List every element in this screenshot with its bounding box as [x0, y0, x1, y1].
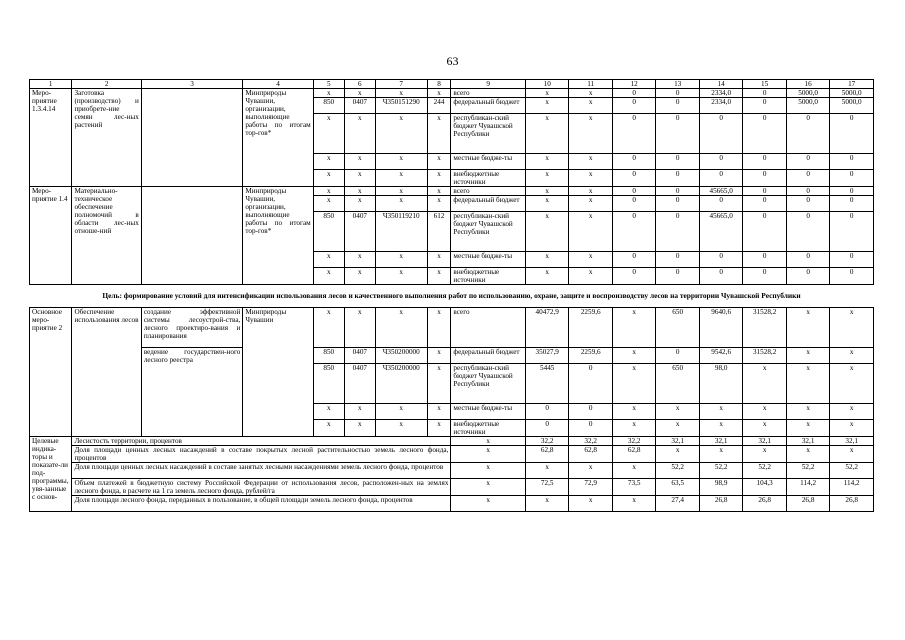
- table-cell: 0: [699, 154, 742, 170]
- table-cell: 0: [656, 212, 699, 252]
- column-number: 16: [786, 80, 829, 89]
- table-cell: x: [569, 212, 612, 252]
- table-cell: x: [786, 364, 829, 404]
- indicator-value: x: [786, 446, 829, 463]
- table-cell: x: [743, 404, 786, 420]
- indicator-value: 52,2: [743, 463, 786, 479]
- indicator-value: 114,2: [830, 479, 874, 496]
- table-cell: 650: [656, 364, 699, 404]
- indicator-value: 26,8: [699, 496, 742, 512]
- table-cell: x: [569, 268, 612, 285]
- table-cell: x: [569, 252, 612, 268]
- table-cell: x: [427, 89, 451, 98]
- indicator-value: 62,8: [525, 446, 568, 463]
- table-cell: x: [656, 420, 699, 437]
- table-cell: 0: [743, 170, 786, 187]
- funding-source: внебюджетные источники: [451, 170, 526, 187]
- table-cell: x: [786, 404, 829, 420]
- indicator-value: 72,9: [569, 479, 612, 496]
- table-cell: 0: [830, 114, 874, 154]
- table-cell: x: [427, 420, 451, 437]
- table-cell: 0: [699, 268, 742, 285]
- table-cell: x: [427, 308, 451, 348]
- table-cell: 850: [313, 212, 344, 252]
- funding-source: всего: [451, 187, 526, 196]
- indicator-value: x: [830, 446, 874, 463]
- indicator-row: [30, 437, 874, 446]
- table-cell: x: [344, 196, 375, 212]
- table-cell: 5000,0: [786, 98, 829, 114]
- indicator-value: x: [699, 446, 742, 463]
- indicator-row: [30, 446, 874, 463]
- table-cell: 244: [427, 98, 451, 114]
- table-cell: x: [612, 348, 655, 364]
- table-cell: 0: [656, 98, 699, 114]
- table-cell: x: [427, 187, 451, 196]
- table-cell: x: [830, 420, 874, 437]
- column-number: 10: [525, 80, 568, 89]
- table-cell: x: [313, 252, 344, 268]
- table-cell: 0407: [344, 348, 375, 364]
- table-cell: x: [313, 308, 344, 348]
- table-cell: x: [569, 114, 612, 154]
- indicator-value: 52,2: [699, 463, 742, 479]
- event-name: Заготовка (производство) и приобрете-ние семян лес-ных растений: [72, 89, 141, 187]
- table-cell: x: [525, 268, 568, 285]
- table-cell: x: [344, 154, 375, 170]
- empty-cell: [141, 187, 242, 285]
- indicator-name: Доля площади ценных лесных насаждений в составе покрытых лесной растительностью земель лесного фонда, процентов: [72, 446, 451, 463]
- main-event-executor: Минприроды Чувашии: [243, 308, 313, 437]
- table-cell: 0: [656, 114, 699, 154]
- indicator-value: 32,1: [656, 437, 699, 446]
- table-cell: 0: [612, 212, 655, 252]
- table-cell: 2259,6: [569, 308, 612, 348]
- column-number: 8: [427, 80, 451, 89]
- table-cell: x: [313, 187, 344, 196]
- table-cell: x: [375, 114, 427, 154]
- table-cell: x: [569, 196, 612, 212]
- indicator-value: x: [612, 463, 655, 479]
- table-cell: x: [569, 89, 612, 98]
- table-row: [30, 187, 874, 196]
- column-number: 9: [451, 80, 526, 89]
- table-cell: 0: [743, 196, 786, 212]
- table-cell: x: [525, 89, 568, 98]
- table-cell: 35027,9: [525, 348, 568, 364]
- indicator-value: x: [451, 479, 526, 496]
- table-cell: 0: [612, 154, 655, 170]
- table-cell: x: [612, 364, 655, 404]
- table-cell: x: [344, 420, 375, 437]
- table-cell: 9640,6: [699, 308, 742, 348]
- table-cell: 850: [313, 348, 344, 364]
- table-cell: 0: [569, 364, 612, 404]
- table-cell: 5000,0: [786, 89, 829, 98]
- goal-row: [30, 285, 874, 308]
- indicator-value: x: [451, 496, 526, 512]
- indicator-value: 32,2: [612, 437, 655, 446]
- table-cell: 0: [743, 187, 786, 196]
- table-cell: 0: [612, 170, 655, 187]
- table-cell: 0: [743, 212, 786, 252]
- table-cell: 0: [656, 89, 699, 98]
- table-cell: 31528,2: [743, 308, 786, 348]
- funding-source: местные бюдже-ты: [451, 252, 526, 268]
- column-number: 15: [743, 80, 786, 89]
- column-number: 6: [344, 80, 375, 89]
- table-row: [30, 89, 874, 98]
- table-cell: 0: [656, 170, 699, 187]
- table-cell: x: [344, 268, 375, 285]
- indicator-row: [30, 463, 874, 479]
- table-cell: x: [427, 252, 451, 268]
- table-cell: x: [525, 170, 568, 187]
- column-number: 4: [243, 80, 313, 89]
- table-cell: 0: [743, 154, 786, 170]
- indicator-value: 72,5: [525, 479, 568, 496]
- table-cell: 0: [656, 196, 699, 212]
- table-cell: 0: [656, 252, 699, 268]
- table-cell: x: [786, 348, 829, 364]
- table-cell: 0: [525, 404, 568, 420]
- table-cell: 850: [313, 98, 344, 114]
- indicator-value: 32,1: [786, 437, 829, 446]
- table-cell: 0: [743, 89, 786, 98]
- table-cell: 0: [699, 252, 742, 268]
- table-cell: x: [830, 364, 874, 404]
- table-cell: x: [313, 89, 344, 98]
- indicator-value: x: [743, 446, 786, 463]
- table-cell: 0: [525, 420, 568, 437]
- funding-source: внебюджетные источники: [451, 268, 526, 285]
- indicator-value: 27,4: [656, 496, 699, 512]
- event-code: Меро-приятие 1.3.4.14: [30, 89, 72, 187]
- table-cell: x: [830, 308, 874, 348]
- table-cell: 0407: [344, 364, 375, 404]
- table-cell: x: [313, 114, 344, 154]
- funding-source: республикан-ский бюджет Чувашской Республики: [451, 364, 526, 404]
- table-cell: 0: [743, 114, 786, 154]
- table-cell: Ч350151290: [375, 98, 427, 114]
- table-cell: x: [344, 89, 375, 98]
- indicator-value: x: [525, 496, 568, 512]
- table-cell: 0: [786, 196, 829, 212]
- table-cell: 0: [743, 252, 786, 268]
- indicator-row: [30, 496, 874, 512]
- table-cell: 0407: [344, 212, 375, 252]
- table-cell: x: [569, 154, 612, 170]
- table-cell: x: [525, 252, 568, 268]
- funding-source: местные бюдже-ты: [451, 154, 526, 170]
- column-number: 5: [313, 80, 344, 89]
- table-cell: x: [427, 170, 451, 187]
- table-cell: 5000,0: [830, 98, 874, 114]
- table-cell: 0: [656, 154, 699, 170]
- table-cell: 0: [612, 187, 655, 196]
- table-cell: x: [375, 154, 427, 170]
- empty-cell: [141, 89, 242, 187]
- indicator-value: 52,2: [656, 463, 699, 479]
- table-cell: x: [743, 364, 786, 404]
- table-cell: 0: [699, 196, 742, 212]
- table-cell: x: [375, 252, 427, 268]
- indicator-value: 52,2: [830, 463, 874, 479]
- indicator-value: x: [612, 496, 655, 512]
- indicator-value: x: [569, 463, 612, 479]
- page-number: 63: [446, 54, 459, 68]
- column-number: 13: [656, 80, 699, 89]
- table-cell: x: [830, 348, 874, 364]
- table-cell: 0: [656, 268, 699, 285]
- main-event-subtask: создание эффективной системы лесоустрой-ства, лесного проектиро-вания и планирования: [141, 308, 242, 348]
- indicator-value: 26,8: [786, 496, 829, 512]
- table-cell: 0: [786, 187, 829, 196]
- column-number: 3: [141, 80, 242, 89]
- table-cell: x: [313, 268, 344, 285]
- table-cell: 40472,9: [525, 308, 568, 348]
- main-event-subtask: ведение государствен-ного лесного реестра: [141, 348, 242, 437]
- event-name: Материально-техническое обеспечение полномочий в области лес-ных отноше-ний: [72, 187, 141, 285]
- table-cell: x: [699, 404, 742, 420]
- table-cell: 0: [612, 196, 655, 212]
- table-cell: 0: [830, 252, 874, 268]
- table-cell: x: [344, 404, 375, 420]
- table-cell: 0: [786, 114, 829, 154]
- table-cell: 5445: [525, 364, 568, 404]
- table-cell: 0: [569, 420, 612, 437]
- funding-source: федеральный бюджет: [451, 196, 526, 212]
- table-cell: 0: [830, 154, 874, 170]
- table-cell: x: [786, 420, 829, 437]
- indicator-value: 63,5: [656, 479, 699, 496]
- table-cell: x: [375, 308, 427, 348]
- indicator-value: 98,9: [699, 479, 742, 496]
- table-cell: 0: [743, 98, 786, 114]
- indicator-value: x: [451, 463, 526, 479]
- table-cell: x: [525, 212, 568, 252]
- table-body: [30, 80, 874, 512]
- indicator-value: 26,8: [830, 496, 874, 512]
- table-cell: x: [344, 114, 375, 154]
- table-cell: x: [830, 404, 874, 420]
- table-cell: 0: [786, 170, 829, 187]
- table-cell: x: [525, 114, 568, 154]
- indicator-row: [30, 479, 874, 496]
- table-cell: 0: [830, 268, 874, 285]
- table-cell: x: [699, 420, 742, 437]
- table-cell: x: [375, 187, 427, 196]
- funding-source: всего: [451, 89, 526, 98]
- table-cell: x: [525, 187, 568, 196]
- table-row: [30, 348, 874, 364]
- table-cell: x: [427, 196, 451, 212]
- funding-source: федеральный бюджет: [451, 348, 526, 364]
- indicator-value: x: [656, 446, 699, 463]
- table-cell: x: [313, 420, 344, 437]
- indicator-value: 104,3: [743, 479, 786, 496]
- table-cell: x: [375, 268, 427, 285]
- indicator-value: 26,8: [743, 496, 786, 512]
- column-number: 12: [612, 80, 655, 89]
- table-cell: x: [344, 308, 375, 348]
- table-cell: x: [313, 404, 344, 420]
- table-cell: x: [427, 114, 451, 154]
- indicator-value: 32,1: [699, 437, 742, 446]
- indicator-value: x: [569, 496, 612, 512]
- table-cell: x: [375, 170, 427, 187]
- indicator-value: x: [451, 437, 526, 446]
- column-number-row: [30, 80, 874, 89]
- indicator-value: x: [525, 463, 568, 479]
- table-cell: x: [427, 268, 451, 285]
- table-row: [30, 308, 874, 348]
- event-executor: Минприроды Чувашии, организации, выполняющие работы по итогам тор-гов*: [243, 187, 313, 285]
- table-cell: x: [375, 420, 427, 437]
- table-cell: 0: [786, 252, 829, 268]
- table-cell: 0: [786, 154, 829, 170]
- column-number: 1: [30, 80, 72, 89]
- table-cell: 2334,0: [699, 98, 742, 114]
- table-cell: 0: [786, 212, 829, 252]
- table-cell: 0: [569, 404, 612, 420]
- table-cell: x: [612, 420, 655, 437]
- program-table: [29, 79, 874, 512]
- table-cell: x: [344, 187, 375, 196]
- table-cell: 31528,2: [743, 348, 786, 364]
- indicator-value: 32,2: [525, 437, 568, 446]
- table-cell: x: [427, 348, 451, 364]
- table-cell: 0: [830, 196, 874, 212]
- column-number: 17: [830, 80, 874, 89]
- table-cell: 0: [786, 268, 829, 285]
- table-cell: x: [313, 196, 344, 212]
- table-cell: 0: [612, 98, 655, 114]
- table-cell: 0: [830, 170, 874, 187]
- indicator-value: 32,2: [569, 437, 612, 446]
- event-executor: Минприроды Чувашии, организации, выполняющие работы по итогам тор-гов*: [243, 89, 313, 187]
- table-cell: Ч350119210: [375, 212, 427, 252]
- funding-source: всего: [451, 308, 526, 348]
- event-code: Меро-приятие 1.4: [30, 187, 72, 285]
- table-cell: 2259,6: [569, 348, 612, 364]
- goal-text: Цель: формирование условий для интенсификации использования лесов и качественного выполнения работ по использованию, охране, защите и воспроизводству лесов на территории Чувашской Республики: [30, 285, 874, 308]
- table-cell: x: [427, 154, 451, 170]
- column-number: 7: [375, 80, 427, 89]
- table-cell: x: [344, 170, 375, 187]
- indicator-name: Доля площади лесного фонда, переданных в пользование, в общей площади земель лесного фонда, процентов: [72, 496, 451, 512]
- table-cell: 0: [830, 212, 874, 252]
- funding-source: республикан-ский бюджет Чувашской Республики: [451, 212, 526, 252]
- table-cell: 2334,0: [699, 89, 742, 98]
- indicator-value: 32,1: [830, 437, 874, 446]
- table-cell: x: [427, 364, 451, 404]
- table-cell: x: [525, 196, 568, 212]
- table-cell: 650: [656, 308, 699, 348]
- indicator-value: 32,1: [743, 437, 786, 446]
- table-cell: x: [569, 187, 612, 196]
- table-cell: x: [656, 404, 699, 420]
- table-cell: 45665,0: [699, 212, 742, 252]
- table-cell: 0: [656, 348, 699, 364]
- table-cell: x: [375, 404, 427, 420]
- indicator-value: 73,5: [612, 479, 655, 496]
- funding-source: федеральный бюджет: [451, 98, 526, 114]
- table-cell: 5000,0: [830, 89, 874, 98]
- table-cell: x: [313, 170, 344, 187]
- table-cell: x: [525, 154, 568, 170]
- table-cell: 0: [612, 268, 655, 285]
- table-cell: x: [313, 154, 344, 170]
- table-cell: x: [612, 404, 655, 420]
- table-cell: 0: [656, 187, 699, 196]
- indicator-value: 62,8: [569, 446, 612, 463]
- table-cell: x: [569, 170, 612, 187]
- funding-source: местные бюдже-ты: [451, 404, 526, 420]
- table-cell: x: [344, 252, 375, 268]
- table-cell: 0: [612, 114, 655, 154]
- indicator-name: Доля площади ценных лесных насаждений в составе занятых лесными насаждениями земель лесного фонда, процентов: [72, 463, 451, 479]
- table-cell: 0: [830, 187, 874, 196]
- funding-source: республикан-ский бюджет Чувашской Республики: [451, 114, 526, 154]
- table-cell: Ч350200000: [375, 364, 427, 404]
- table-cell: x: [525, 98, 568, 114]
- table-cell: x: [569, 98, 612, 114]
- table-cell: 0: [612, 89, 655, 98]
- column-number: 11: [569, 80, 612, 89]
- column-number: 2: [72, 80, 141, 89]
- table-cell: x: [375, 89, 427, 98]
- table-cell: 45665,0: [699, 187, 742, 196]
- table-cell: 98,0: [699, 364, 742, 404]
- table-cell: x: [743, 420, 786, 437]
- main-event-code: Основное меро-приятие 2: [30, 308, 72, 437]
- indicators-label: Целевые индика-торы и показате-ли под-программы, увя-занные с основ-: [30, 437, 72, 512]
- table-cell: 0: [743, 268, 786, 285]
- funding-source: внебюджетные источники: [451, 420, 526, 437]
- table-cell: 0: [699, 170, 742, 187]
- table-cell: x: [375, 196, 427, 212]
- main-event-name: Обеспечение использования лесов: [72, 308, 141, 437]
- table-cell: x: [612, 308, 655, 348]
- indicator-value: 114,2: [786, 479, 829, 496]
- indicator-value: x: [451, 446, 526, 463]
- table-cell: Ч350200000: [375, 348, 427, 364]
- table-cell: 9542,6: [699, 348, 742, 364]
- table-cell: x: [427, 404, 451, 420]
- indicator-name: Объем платежей в бюджетную систему Российской Федерации от использования лесов, расположен-ных на землях лесного фонда, в расчете на 1 га земель лесного фонда, рублей/га: [72, 479, 451, 496]
- table-cell: 0: [699, 114, 742, 154]
- table-cell: 0407: [344, 98, 375, 114]
- table-cell: 850: [313, 364, 344, 404]
- column-number: 14: [699, 80, 742, 89]
- indicator-value: 52,2: [786, 463, 829, 479]
- indicator-name: Лесистость территории, процентов: [72, 437, 451, 446]
- indicator-value: 62,8: [612, 446, 655, 463]
- table-cell: 0: [612, 252, 655, 268]
- table-cell: 612: [427, 212, 451, 252]
- table-cell: x: [786, 308, 829, 348]
